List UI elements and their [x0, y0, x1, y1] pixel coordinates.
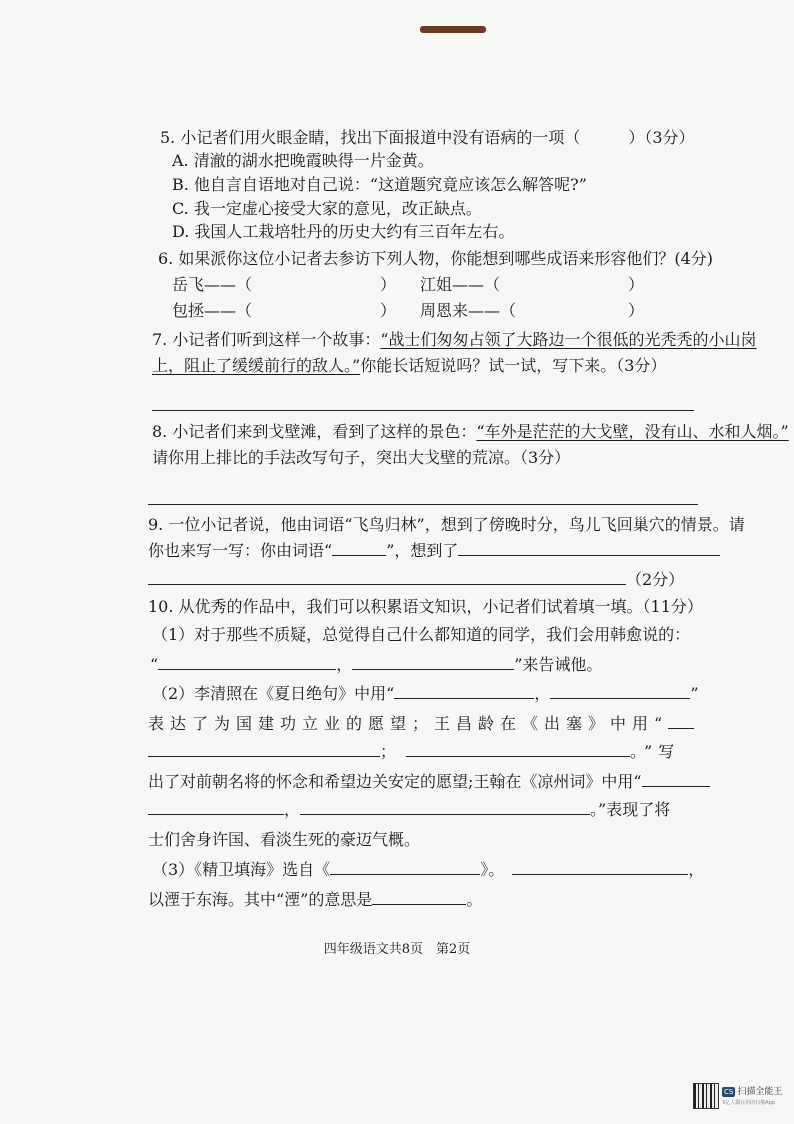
comma: ， — [336, 655, 353, 674]
q10-part2-blank-3[interactable] — [668, 714, 694, 729]
q10-part2-line2 — [148, 714, 694, 734]
q10-part2-line5 — [148, 800, 670, 820]
q10-part1-blank-1[interactable] — [158, 655, 336, 670]
q8-line1 — [152, 422, 789, 442]
text: 》。 — [480, 860, 505, 879]
scanner-name: 扫描全能王 — [737, 1087, 783, 1097]
q10-part2-blank-1[interactable] — [394, 684, 534, 699]
text: 。”表现了将 — [590, 800, 671, 819]
q6-stem: 6. 如果派你这位小记者去参访下列人物，你能想到哪些成语来形容他们？(4分) — [158, 249, 714, 268]
q10-part3-blank-1[interactable] — [330, 860, 480, 875]
q9-scene-blank-1[interactable] — [458, 541, 720, 556]
q10-part1-line2 — [150, 655, 602, 675]
comma: ， — [534, 684, 551, 703]
q10-part2-line6: 士们舍身许国、看淡生死的豪迈气概。 — [148, 830, 421, 849]
q10-part2-blank-6[interactable] — [642, 772, 710, 787]
q10-part2-blank-8[interactable] — [300, 800, 590, 815]
q9-word-blank[interactable] — [332, 541, 386, 556]
q9-line1: 9. 一位小记者说，他由词语“飞鸟归林”，想到了傍晚时分，鸟儿飞回巢穴的情景。请 — [148, 515, 745, 534]
close-quote: ” — [690, 684, 699, 703]
semicolon: ； — [380, 742, 403, 761]
binding-mark — [420, 26, 486, 33]
comma: ， — [688, 860, 705, 879]
q7-quote-part1: “战士们匆匆占领了大路边一个很低的光秃秃的小山岗 — [380, 330, 757, 349]
q7-suffix: 你能长话短说吗？试一试，写下来。（3分） — [360, 356, 667, 375]
qr-code-icon — [693, 1083, 719, 1109]
q7-line2 — [152, 356, 666, 376]
q6-item-baozheng: 包拯——（ ） — [172, 301, 397, 320]
q7-quote-part2: 上，阻止了缓缓前行的敌人。” — [152, 356, 361, 375]
q9-score: （2分） — [626, 570, 685, 589]
q5-option-a: A. 清澈的湖水把晚霞映得一片金黄。 — [172, 151, 434, 170]
q10-part3-line2 — [148, 890, 482, 910]
comma: ， — [284, 800, 301, 819]
text: 表达了为国建功立业的愿望；王昌龄在《出塞》中用“ — [148, 714, 669, 733]
q6-item-zhouenlai: 周恩来——（ ） — [420, 301, 645, 320]
text: （3）《精卫填海》选自《 — [152, 860, 331, 879]
q10-part2-blank-4[interactable] — [148, 742, 380, 757]
q8-prefix: 8. 小记者们来到戈壁滩，看到了这样的景色： — [152, 422, 477, 441]
q9-line3 — [148, 570, 684, 590]
text: 以湮于东海。其中“湮”的意思是 — [148, 890, 373, 909]
q10-part2-line3 — [148, 742, 680, 762]
q10-part3-line1 — [152, 860, 704, 880]
scanner-badge: CS — [724, 1088, 734, 1096]
open-quote: “ — [150, 655, 159, 674]
q9-scene-blank-2[interactable] — [148, 570, 626, 585]
q10-part1-blank-2[interactable] — [352, 655, 514, 670]
q10-part2-blank-7[interactable] — [148, 800, 284, 815]
q7-line1 — [152, 330, 757, 350]
q5-option-d: D. 我国人工栽培牡丹的历史大约有三百年左右。 — [172, 222, 515, 241]
text: 。”写 — [630, 742, 681, 761]
q10-part1-line1: （1）对于那些不质疑，总觉得自己什么都知道的同学，我们会用韩愈说的： — [152, 625, 691, 644]
period: 。 — [466, 890, 483, 909]
text: 出了对前朝名将的怀念和希望边关安定的愿望;王翰在《凉州词》中用“ — [148, 772, 642, 791]
q9-line2-b: ”，想到了 — [386, 541, 459, 560]
q6-item-jiangjie: 江姐——（ ） — [420, 275, 645, 294]
q8-answer-line[interactable] — [148, 504, 698, 505]
text: （2）李清照在《夏日绝句》中用“ — [152, 684, 395, 703]
page-footer: 四年级语文共8页 第2页 — [323, 942, 471, 957]
q7-prefix: 7. 小记者们听到这样一个故事： — [152, 330, 381, 349]
q10-part3-blank-2[interactable] — [512, 860, 688, 875]
close-text: ”来告诫他。 — [514, 655, 603, 674]
q5-stem: 5. 小记者们用火眼金睛，找出下面报道中没有语病的一项（ ）（3分） — [160, 128, 695, 147]
q6-item-yuefei: 岳飞——（ ） — [172, 275, 397, 294]
q10-part3-blank-3[interactable] — [372, 890, 466, 905]
q9-line2 — [148, 541, 720, 561]
q10-part2-line4 — [148, 772, 710, 792]
q7-answer-line[interactable] — [152, 410, 694, 411]
q8-quote: “车外是茫茫的大戈壁，没有山、水和人烟。” — [476, 422, 789, 441]
q10-part2-line1 — [152, 684, 699, 704]
q9-line2-a: 你也来写一写：你由词语“ — [148, 541, 333, 560]
q8-line2: 请你用上排比的手法改写句子，突出大戈壁的荒凉。（3分） — [152, 448, 571, 467]
scanner-subtitle: 3亿人都在用的扫描App — [722, 1100, 775, 1106]
scanner-watermark — [722, 1084, 782, 1106]
q5-option-c: C. 我一定虚心接受大家的意见，改正缺点。 — [172, 199, 482, 218]
q5-option-b: B. 他自言自语地对自己说：“这道题究竟应该怎么解答呢?” — [172, 175, 587, 194]
q10-stem: 10. 从优秀的作品中，我们可以积累语文知识，小记者们试着填一填。（11分） — [148, 597, 703, 616]
q10-part2-blank-5[interactable] — [406, 742, 630, 757]
q10-part2-blank-2[interactable] — [550, 684, 690, 699]
